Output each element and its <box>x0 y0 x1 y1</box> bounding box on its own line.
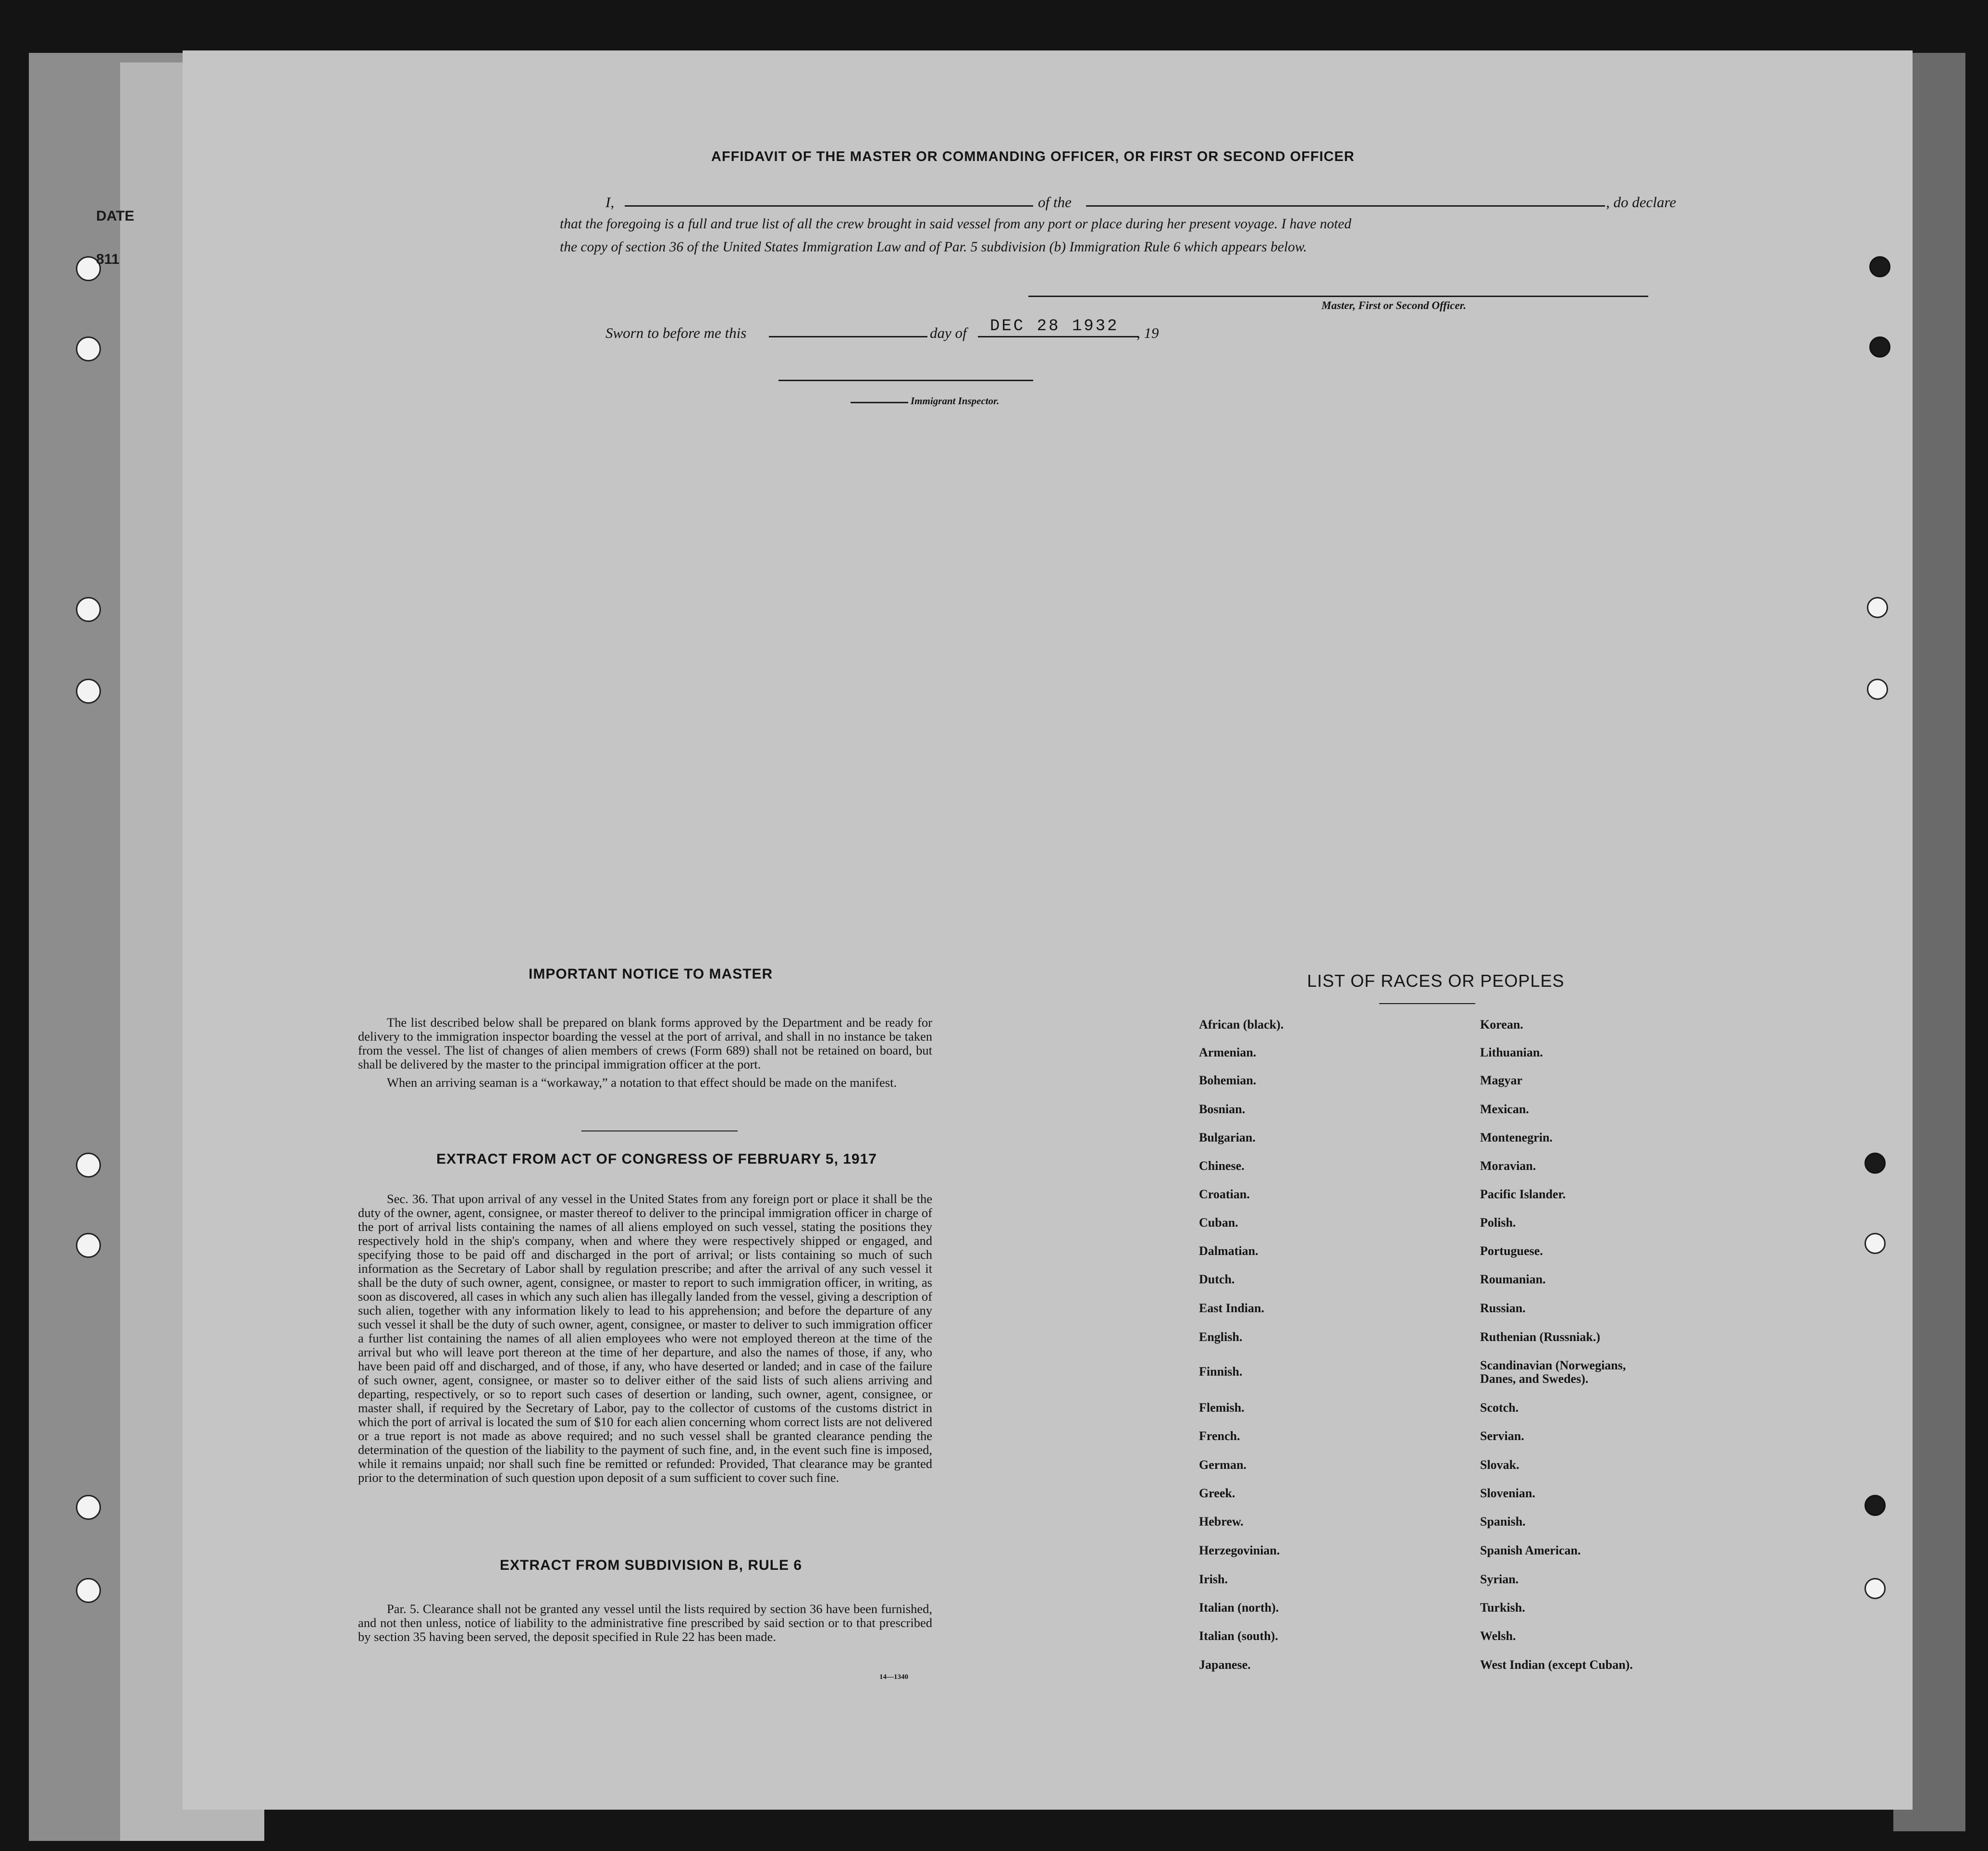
race-item: Italian (north). <box>1199 1601 1279 1615</box>
vessel-blank-line <box>1086 205 1605 207</box>
race-item: Spanish American. <box>1480 1543 1581 1557</box>
affidavit-line1-end: , do declare <box>1606 194 1677 211</box>
race-item: Greek. <box>1199 1486 1235 1500</box>
punch-hole-icon <box>1865 1578 1886 1599</box>
race-item: Croatian. <box>1199 1187 1250 1201</box>
date-stamp <box>96 195 134 281</box>
punch-hole-icon <box>1865 1495 1886 1516</box>
race-item: Syrian. <box>1480 1572 1519 1586</box>
race-item: Italian (south). <box>1199 1629 1278 1643</box>
race-item: Herzegovinian. <box>1199 1543 1280 1557</box>
race-item: Polish. <box>1480 1216 1516 1230</box>
race-item: East Indian. <box>1199 1301 1264 1315</box>
race-item: Portuguese. <box>1480 1244 1543 1258</box>
race-item: Chinese. <box>1199 1159 1245 1173</box>
affidavit-line1-start: I, <box>605 194 615 211</box>
sworn-date-stamp: DEC 28 1932 <box>990 317 1119 335</box>
notice-body <box>358 1016 932 1090</box>
punch-hole-icon <box>1867 597 1888 618</box>
race-item: Hebrew. <box>1199 1515 1244 1528</box>
sworn-day-label: day of <box>930 324 967 341</box>
race-item: Cuban. <box>1199 1216 1238 1230</box>
stamp-text: DATE 811 <box>96 208 135 267</box>
race-item: Russian. <box>1480 1301 1526 1315</box>
race-item: West Indian (except Cuban). <box>1480 1658 1633 1672</box>
notice-paragraph-1: The list described below shall be prepared on blank forms approved by the Department and be ready for delivery to the immigration inspector boarding the vessel at the port of arrival, and shall in no instance be taken from the vessel. The list of changes of alien members of crews (Form 689) shall not be retained on board, but shall be delivered by the master to the principal immigration officer at the port. <box>358 1015 932 1071</box>
punch-hole-icon <box>76 1495 101 1520</box>
race-item: Magyar <box>1480 1073 1523 1087</box>
notice-title: IMPORTANT NOTICE TO MASTER <box>529 966 773 982</box>
punch-hole-icon <box>76 336 101 361</box>
race-item: Slovenian. <box>1480 1486 1535 1500</box>
name-blank-line <box>625 205 1033 207</box>
punch-hole-icon <box>1865 1233 1886 1254</box>
race-item: Montenegrin. <box>1480 1130 1553 1144</box>
inspector-signature-line <box>778 380 1033 381</box>
race-item: Irish. <box>1199 1572 1228 1586</box>
manifest-page <box>183 50 1913 1810</box>
bleed-through <box>471 113 480 137</box>
punch-hole-icon <box>1869 256 1890 277</box>
race-item: Slovak. <box>1480 1458 1519 1472</box>
race-item: Dutch. <box>1199 1272 1235 1286</box>
form-number: 14—1340 <box>879 1673 908 1681</box>
race-item: Flemish. <box>1199 1401 1245 1415</box>
race-item: Finnish. <box>1199 1365 1243 1379</box>
race-item: German. <box>1199 1458 1247 1472</box>
punch-hole-icon <box>1869 336 1890 358</box>
punch-hole-icon <box>1865 1153 1886 1174</box>
affidavit-title: AFFIDAVIT OF THE MASTER OR COMMANDING OFFICER, OR FIRST OR SECOND OFFICER <box>711 149 1355 164</box>
master-signature-label: Master, First or Second Officer. <box>1321 299 1467 311</box>
affidavit-line1-mid: of the <box>1038 194 1072 211</box>
punch-hole-icon <box>1867 679 1888 700</box>
race-item: Bulgarian. <box>1199 1130 1256 1144</box>
race-item: African (black). <box>1199 1018 1284 1031</box>
punch-hole-icon <box>76 597 101 622</box>
affidavit-line2: that the foregoing is a full and true list of all the crew brought in said vessel from any port or place during her present voyage. I have noted <box>560 216 1352 232</box>
race-item: Korean. <box>1480 1018 1523 1031</box>
notice-paragraph-2: When an arriving seaman is a “workaway,” a notation to that effect should be made on the manifest. <box>387 1075 897 1090</box>
extract-act-title: EXTRACT FROM ACT OF CONGRESS OF FEBRUARY 5, 1917 <box>436 1151 877 1167</box>
race-item: Ruthenian (Russniak.) <box>1480 1330 1600 1344</box>
extract-act-body <box>358 1192 932 1485</box>
race-item: Lithuanian. <box>1480 1045 1543 1059</box>
races-title: LIST OF RACES OR PEOPLES <box>1307 971 1565 991</box>
section-36-text: Sec. 36. That upon arrival of any vessel in the United States from any foreign port or place it shall be the duty of the owner, agent, consignee, or master thereof to deliver to the principal immigration officer in charge of the port of arrival lists containing the names of all aliens employed on such vessel, stating the positions they respectively hold in the ship's company, when and where they were respectively shipped or engaged, and specifying those to be paid off and discharged in the port of arrival; or lists containing so much of such information as the Secretary of Labor shall by regulation prescribe; and after the arrival of any such vessel it shall be the duty of such owner, agent, consignee, or master to report to such immigration officer, in writing, as soon as discovered, all cases in which any such alien has illegally landed from the vessel, giving a description of such alien, together with any information likely to lead to his apprehension; and before the departure of any such vessel it shall be the duty of such owner, agent, consignee, or master to deliver to such immigration officer a further list containing the names of all alien employees who were not employed thereon at the time of the arrival but who will leave port thereon at the time of her departure, and also the names of those, if any, who have been paid off and discharged, and of those, if any, who have deserted or landed; and in case of the failure of such owner, agent, consignee, or master so to deliver either of the said lists of such aliens arriving and departing, respectively, or so to report such cases of desertion or landing, such owner, agent, consignee, or master shall, if required by the Secretary of Labor, pay to the collector of customs of the customs district in which the port of arrival is located the sum of $10 for each alien concerning whom correct lists are not delivered or a true report is not made as above required; and no such vessel shall be granted clearance pending the determination of the question of the liability to the payment of such fine, and, in the event such fine is imposed, while it remains unpaid; nor shall such fine be remitted or refunded: Provided, That clearance may be granted prior to the determination of such question upon deposit of a sum sufficient to cover such fine. <box>358 1192 932 1485</box>
race-item: Japanese. <box>1199 1658 1251 1672</box>
race-item: Spanish. <box>1480 1515 1526 1528</box>
race-item: Welsh. <box>1480 1629 1516 1643</box>
race-item: Pacific Islander. <box>1480 1187 1566 1201</box>
race-item: Dalmatian. <box>1199 1244 1259 1258</box>
sworn-month-line <box>978 336 1139 337</box>
master-signature-line <box>1028 296 1648 297</box>
race-item: Mexican. <box>1480 1102 1529 1116</box>
race-item: Servian. <box>1480 1429 1524 1443</box>
sworn-day-line <box>769 336 927 337</box>
race-item: Bohemian. <box>1199 1073 1257 1087</box>
inspector-label: Immigrant Inspector. <box>911 395 1000 407</box>
notice-divider <box>581 1130 738 1131</box>
punch-hole-icon <box>76 1153 101 1178</box>
race-item: English. <box>1199 1330 1243 1344</box>
affidavit-line3: the copy of section 36 of the United States Immigration Law and of Par. 5 subdivision (b) Immigration Rule 6 which appears below. <box>560 239 1307 255</box>
sworn-prefix: Sworn to before me this <box>605 324 747 341</box>
race-item: Scandinavian (Norwegians, Danes, and Swedes). <box>1480 1358 1626 1386</box>
race-item: Bosnian. <box>1199 1102 1246 1116</box>
extract-rule-body <box>358 1602 932 1644</box>
races-title-underline <box>1379 1003 1475 1004</box>
punch-hole-icon <box>76 1578 101 1603</box>
extract-rule-title: EXTRACT FROM SUBDIVISION B, RULE 6 <box>500 1557 803 1573</box>
race-item: Armenian. <box>1199 1045 1257 1059</box>
punch-hole-icon <box>76 679 101 704</box>
inspector-short-line <box>851 402 908 403</box>
paragraph-5-text: Par. 5. Clearance shall not be granted any vessel until the lists required by section 36 have been furnished, and not then unless, notice of liability to the administrative fine prescribed by said section or to that prescribed by section 35 having been served, the deposit specified in Rule 22 has been made. <box>358 1602 932 1644</box>
sworn-suffix: , 19 <box>1136 324 1159 341</box>
race-item: Scotch. <box>1480 1401 1519 1415</box>
race-item: Turkish. <box>1480 1601 1525 1615</box>
punch-hole-icon <box>76 1233 101 1258</box>
race-item: Roumanian. <box>1480 1272 1546 1286</box>
race-item: French. <box>1199 1429 1240 1443</box>
race-item: Moravian. <box>1480 1159 1536 1173</box>
